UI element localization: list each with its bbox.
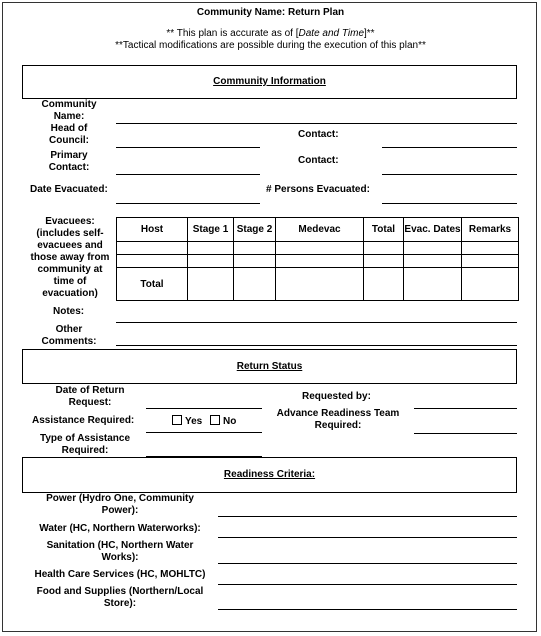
persons-evacuated-label: # Persons Evacuated: <box>266 184 370 195</box>
other-comments-label: Other Comments: <box>41 324 97 347</box>
primary-contact-field[interactable] <box>116 174 260 175</box>
food-supplies-label: Food and Supplies (Northern/Local Store): <box>36 586 204 609</box>
yes-option[interactable]: Yes <box>172 415 202 428</box>
table-header-row <box>117 218 519 242</box>
community-name-label: Community Name: <box>41 99 97 122</box>
notes-field[interactable] <box>116 322 517 323</box>
evacuees-label: Evacuees: (includes self- evacuees and those away from community at time of evacuation) <box>30 216 110 299</box>
food-supplies-field[interactable] <box>218 609 517 610</box>
readiness-title: Readiness Criteria: <box>223 469 316 480</box>
persons-evacuated-field[interactable] <box>382 203 517 204</box>
yes-checkbox[interactable] <box>172 415 182 425</box>
contact-label: Contact: <box>298 129 339 140</box>
contact2-label: Contact: <box>298 155 339 166</box>
col-header-total: Total <box>364 218 404 242</box>
return-status-title: Return Status <box>236 361 303 372</box>
health-care-label: Health Care Services (HC, MOHLTC) <box>34 569 206 580</box>
community-info-title: Community Information <box>213 76 326 87</box>
contact2-field[interactable] <box>382 174 517 175</box>
col-header-stage1: Stage 1 <box>188 218 234 242</box>
community-info-section-header <box>22 65 517 99</box>
readiness-section-header <box>22 457 517 493</box>
water-field[interactable] <box>218 537 517 538</box>
return-status-section-header <box>22 349 517 384</box>
table-row[interactable] <box>117 242 519 255</box>
water-label: Water (HC, Northern Waterworks): <box>39 523 201 534</box>
col-header-host: Host <box>117 218 188 242</box>
date-of-return-label: Date of Return Request: <box>55 385 125 408</box>
date-evacuated-label: Date Evacuated: <box>30 184 108 195</box>
power-field[interactable] <box>218 516 517 517</box>
total-row-label: Total <box>117 268 188 301</box>
community-name-field[interactable] <box>116 123 517 124</box>
col-header-evac-dates: Evac. Dates <box>404 218 462 242</box>
sanitation-field[interactable] <box>218 563 517 564</box>
advance-team-field[interactable] <box>414 433 517 434</box>
notes-label: Notes: <box>53 306 85 317</box>
primary-contact-label: Primary Contact: <box>48 150 90 173</box>
no-option[interactable]: No <box>210 415 236 428</box>
sanitation-label: Sanitation (HC, Northern Water Works): <box>46 540 194 563</box>
table-total-row[interactable] <box>117 268 519 301</box>
accuracy-date-placeholder[interactable]: Date and Time <box>298 28 365 39</box>
head-of-council-field[interactable] <box>116 147 260 148</box>
head-of-council-label: Head of Council: <box>49 123 89 146</box>
date-of-return-field[interactable] <box>146 408 262 409</box>
tactical-note: **Tactical modifications are possible during the execution of this plan** <box>115 40 426 51</box>
power-label: Power (Hydro One, Community Power): <box>46 493 194 516</box>
accuracy-note: ** This plan is accurate as of [Date and Time]** <box>166 28 375 39</box>
form-title: Community Name: Return Plan <box>196 7 345 18</box>
evacuees-table <box>116 217 519 301</box>
no-checkbox[interactable] <box>210 415 220 425</box>
col-header-medevac: Medevac <box>276 218 364 242</box>
requested-by-field[interactable] <box>414 408 517 409</box>
col-header-remarks: Remarks <box>462 218 519 242</box>
requested-by-label: Requested by: <box>302 391 371 402</box>
date-evacuated-field[interactable] <box>116 203 260 204</box>
assistance-underline <box>146 432 262 433</box>
advance-team-label: Advance Readiness Team Required: <box>276 408 400 431</box>
table-row[interactable] <box>117 255 519 268</box>
type-assistance-label: Type of Assistance Required: <box>39 433 131 456</box>
other-comments-field[interactable] <box>116 345 517 346</box>
assistance-required-label: Assistance Required: <box>32 415 135 426</box>
health-care-field[interactable] <box>218 584 517 585</box>
contact-field[interactable] <box>382 147 517 148</box>
col-header-stage2: Stage 2 <box>234 218 276 242</box>
